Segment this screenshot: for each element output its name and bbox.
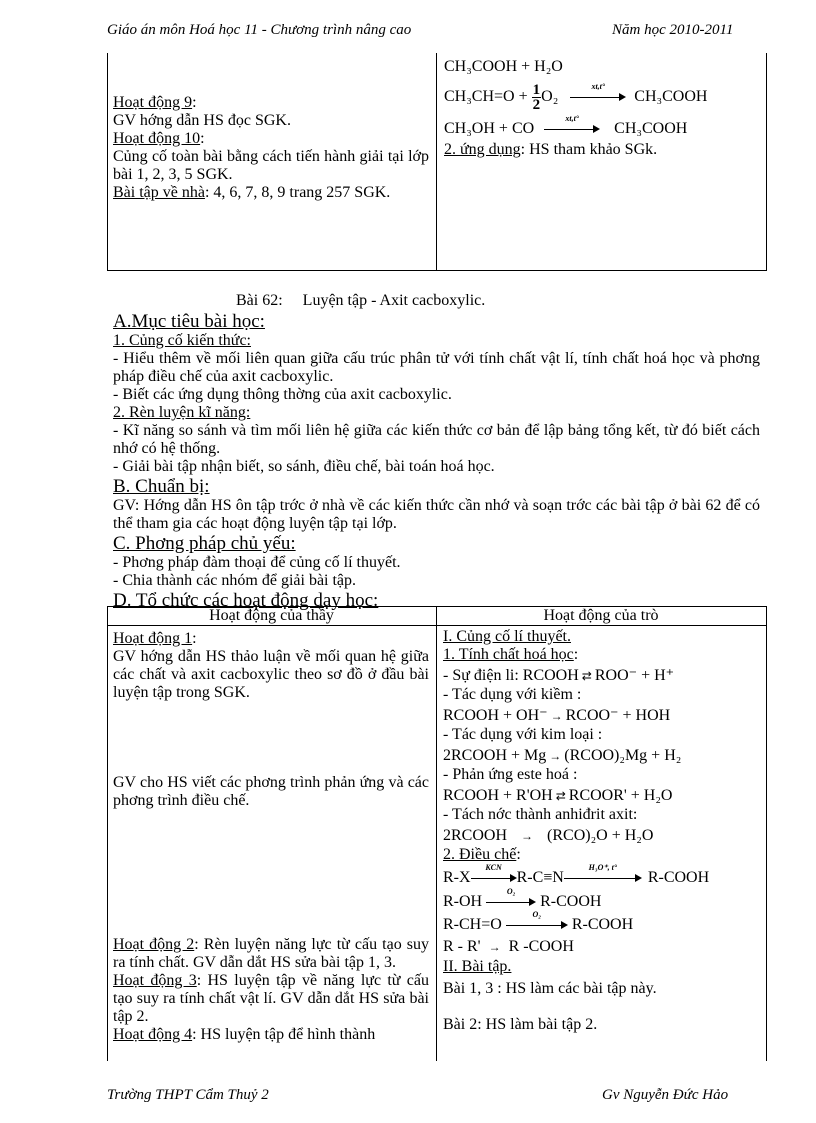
main-left-bottom — [113, 936, 429, 1044]
section-a1-p1: - Hiểu thêm về mối liên quan giữa cấu trúc phân tử với tính chất vật lí, tính chất hoá học và phơng pháp điều chế của axit cacboxylic. — [113, 350, 760, 385]
reaction-arrow-icon: → — [521, 829, 534, 843]
eq-kl: 2RCOOH + Mg → (RCOO)₂Mg + H₂ — [443, 747, 682, 764]
eq-3: CH₃OH + CO xt,t° CH₃COOH — [444, 114, 688, 137]
header-left: Giáo án môn Hoá học 11 - Chương trình nâng cao — [107, 22, 412, 38]
eq-2: CH₃CH=O + $\frac{1}{2}O_2$ xt,t° CH₃COOH — [444, 81, 708, 113]
reaction-arrow-icon: xt,t° — [570, 91, 626, 103]
kl-label: - Tác dụng với kim loại : — [443, 726, 603, 743]
este-label: - Phản ứng este hoá : — [443, 766, 578, 783]
bt2: Bài 2: HS làm bài tập 2. — [443, 1016, 598, 1033]
section-a1-title: 1. Củng cố kiến thức: — [113, 332, 251, 349]
col-header-teacher: Hoạt động của thầy — [209, 607, 334, 624]
s1-1-title: 1. Tính chất hoá học — [443, 646, 574, 663]
eq-dc1: R-X KCN R-C≡N H₃O⁺, t° R-COOH — [443, 863, 710, 886]
top-table-divider — [436, 53, 437, 271]
reaction-arrow-icon: → — [550, 709, 563, 723]
main-table-divider — [436, 606, 437, 1061]
hd10-text: Củng cố toàn bài bằng cách tiến hành giải tại lớp bài 1, 2, 3, 5 SGK. — [113, 148, 429, 183]
equilibrium-icon: ⇄ — [581, 669, 592, 683]
s1-title: I. Củng cố lí thuyết. — [443, 628, 571, 645]
section-c-title: C. Phơng pháp chủ yếu: — [113, 533, 296, 554]
top-table-left-cell: Hoạt động 9: GV hớng dẫn HS đọc SGK. Hoạt động 10: Củng cố toàn bài bằng cách tiến hành giải tại lớp bài 1, 2, 3, 5 SGK. Bài tập về nhà: 4, 6, 7, 8, 9 trang 257 SGK. — [113, 94, 429, 201]
hd9-title: Hoạt động 9 — [113, 94, 193, 111]
section-b-p1: GV: Hớng dẫn HS ôn tập trớc ở nhà về các kiến thức cần nhớ và soạn trớc các bài tập ở bài 62 để có thể tham gia các hoạt động luyện tập tại lớp. — [113, 497, 760, 532]
top-table-right-cell — [444, 57, 764, 159]
section-b-title: B. Chuẩn bị: — [113, 476, 210, 497]
gv-text: GV cho HS viết các phơng trình phản ứng và các phơng trình điều chế. — [113, 774, 429, 809]
section-a1-p2: - Biết các ứng dụng thông thờng của axit cacboxylic. — [113, 386, 452, 403]
reaction-arrow-icon: KCN — [471, 872, 517, 884]
reaction-arrow-icon: O₂ — [506, 919, 568, 931]
eq-kiem: RCOOH + OH⁻ → RCOO⁻ + HOH — [443, 707, 671, 724]
kiem-label: - Tác dụng với kiềm : — [443, 686, 582, 703]
hd1-text: GV hớng dẫn HS thảo luận về mối quan hệ giữa các chất và axit cacboxylic theo sơ đồ ở đầu bài luyện tập trong SGK. — [113, 648, 429, 701]
section-d-title: D. Tổ chức các hoạt động dạy học: — [113, 590, 379, 611]
section-a2-p2: - Giải bài tập nhận biết, so sánh, điều chế, bài toán hoá học. — [113, 458, 495, 475]
eq-dc2: R-OH O₂ R-COOH — [443, 887, 602, 910]
hd4-block: Hoạt động 4: HS luyện tập để hình thành — [113, 1026, 376, 1043]
main-table-header-line — [107, 625, 767, 626]
section-c-p1: - Phơng pháp đàm thoại để củng cố lí thuyết. — [113, 554, 401, 571]
section-c-p2: - Chia thành các nhóm để giải bài tập. — [113, 572, 357, 589]
header-right: Năm học 2010-2011 — [612, 22, 734, 38]
tach-label: - Tách nớc thành anhiđrit axit: — [443, 806, 638, 823]
hd9-text: GV hớng dẫn HS đọc SGK. — [113, 112, 291, 129]
bt1: Bài 1, 3 : HS làm các bài tập này. — [443, 980, 657, 997]
eq-dc3: R-CH=O O₂ R-COOH — [443, 910, 634, 933]
reaction-arrow-icon: H₃O⁺, t° — [564, 872, 642, 884]
reaction-arrow-icon: xt,t° — [544, 123, 600, 135]
hd2-block: Hoạt động 2: Rèn luyện năng lực từ cấu tạo suy ra tính chất. GV dẫn dắt HS sửa bài tập 1, 3. — [113, 936, 429, 971]
application-line: 2. ứng dụng: HS tham khảo SGk. — [444, 141, 658, 158]
hd10-title: Hoạt động 10 — [113, 130, 201, 147]
lesson-body — [113, 311, 760, 611]
eq-este: RCOOH + R'OH ⇄ RCOOR' + H₂O — [443, 787, 673, 804]
reaction-arrow-icon: → — [549, 749, 562, 763]
hd3-block: Hoạt động 3: HS luyện tập về năng lực từ cấu tạo suy ra tính chất vật lí. GV dẫn dắt HS sửa bài tập 2. — [113, 972, 429, 1025]
footer-left: Trường THPT Cẩm Thuỷ 2 — [107, 1087, 269, 1103]
footer-right: Gv Nguyễn Đức Hảo — [602, 1087, 729, 1103]
main-right: I. Củng cố lí thuyết. 1. Tính chất hoá học: - Sự điện li: RCOOH ⇄ ROO⁻ + H⁺ - Tác dụng với kiềm : RCOOH + OH⁻ → RCOO⁻ + HOH - Tác dụng với kim loại : 2RCOOH + Mg → (RCOO)₂Mg + H₂ - Phản ứng este hoá : RCOOH + R'OH ⇄ RCOOR' + H₂O - Tách nớc thành anhiđrit axit: 2RCOOH → (RCO)₂O + H₂O 2. Điều chế: R-X KCN R-C≡N H₃O⁺, t° R-COOH R-OH O₂ R-COOH R-CH=O O₂ R-COOH R - R' → R -COOH II. Bài tập. Bài 1, 3 : HS làm các bài tập này. Bài 2: HS làm bài tập 2. — [443, 628, 763, 1034]
btvn-text: : 4, 6, 7, 8, 9 trang 257 SGK. — [204, 184, 391, 201]
col-header-student: Hoạt động của trò — [543, 607, 659, 624]
eq-1: CH₃COOH + H₂O — [444, 58, 563, 75]
s1-2-title: 2. Điều chế — [443, 846, 517, 863]
equilibrium-icon: ⇄ — [555, 789, 566, 803]
eq-tach: 2RCOOH → (RCO)₂O + H₂O — [443, 827, 654, 844]
s2-title: II. Bài tập. — [443, 958, 512, 975]
eq-dc4: R - R' → R -COOH — [443, 936, 763, 958]
reaction-arrow-icon: O₂ — [486, 896, 536, 908]
fraction-half: $\frac{1}{2}$ — [532, 81, 541, 113]
hd1-title: Hoạt động 1 — [113, 630, 193, 647]
section-a-title: A.Mục tiêu bài học: — [113, 311, 265, 332]
section-a2-title: 2. Rèn luyện kĩ năng: — [113, 404, 251, 421]
btvn-title: Bài tập về nhà — [113, 184, 205, 201]
reaction-arrow-icon: → — [488, 940, 501, 954]
eq-dienli: - Sự điện li: RCOOH ⇄ ROO⁻ + H⁺ — [443, 667, 675, 684]
section-a2-p1: - Kĩ năng so sánh và tìm mối liên hệ giữa các kiến thức cơ bản để lập bảng tổng kết, từ đó biết cách nhớ có hệ thống. — [113, 422, 760, 457]
lesson-title: Bài 62: Luyện tập - Axit cacboxylic. — [236, 292, 486, 309]
main-left-top: Hoạt động 1: GV hớng dẫn HS thảo luận về mối quan hệ giữa các chất và axit cacboxylic theo sơ đồ ở đầu bài luyện tập trong SGK. — [113, 630, 429, 701]
